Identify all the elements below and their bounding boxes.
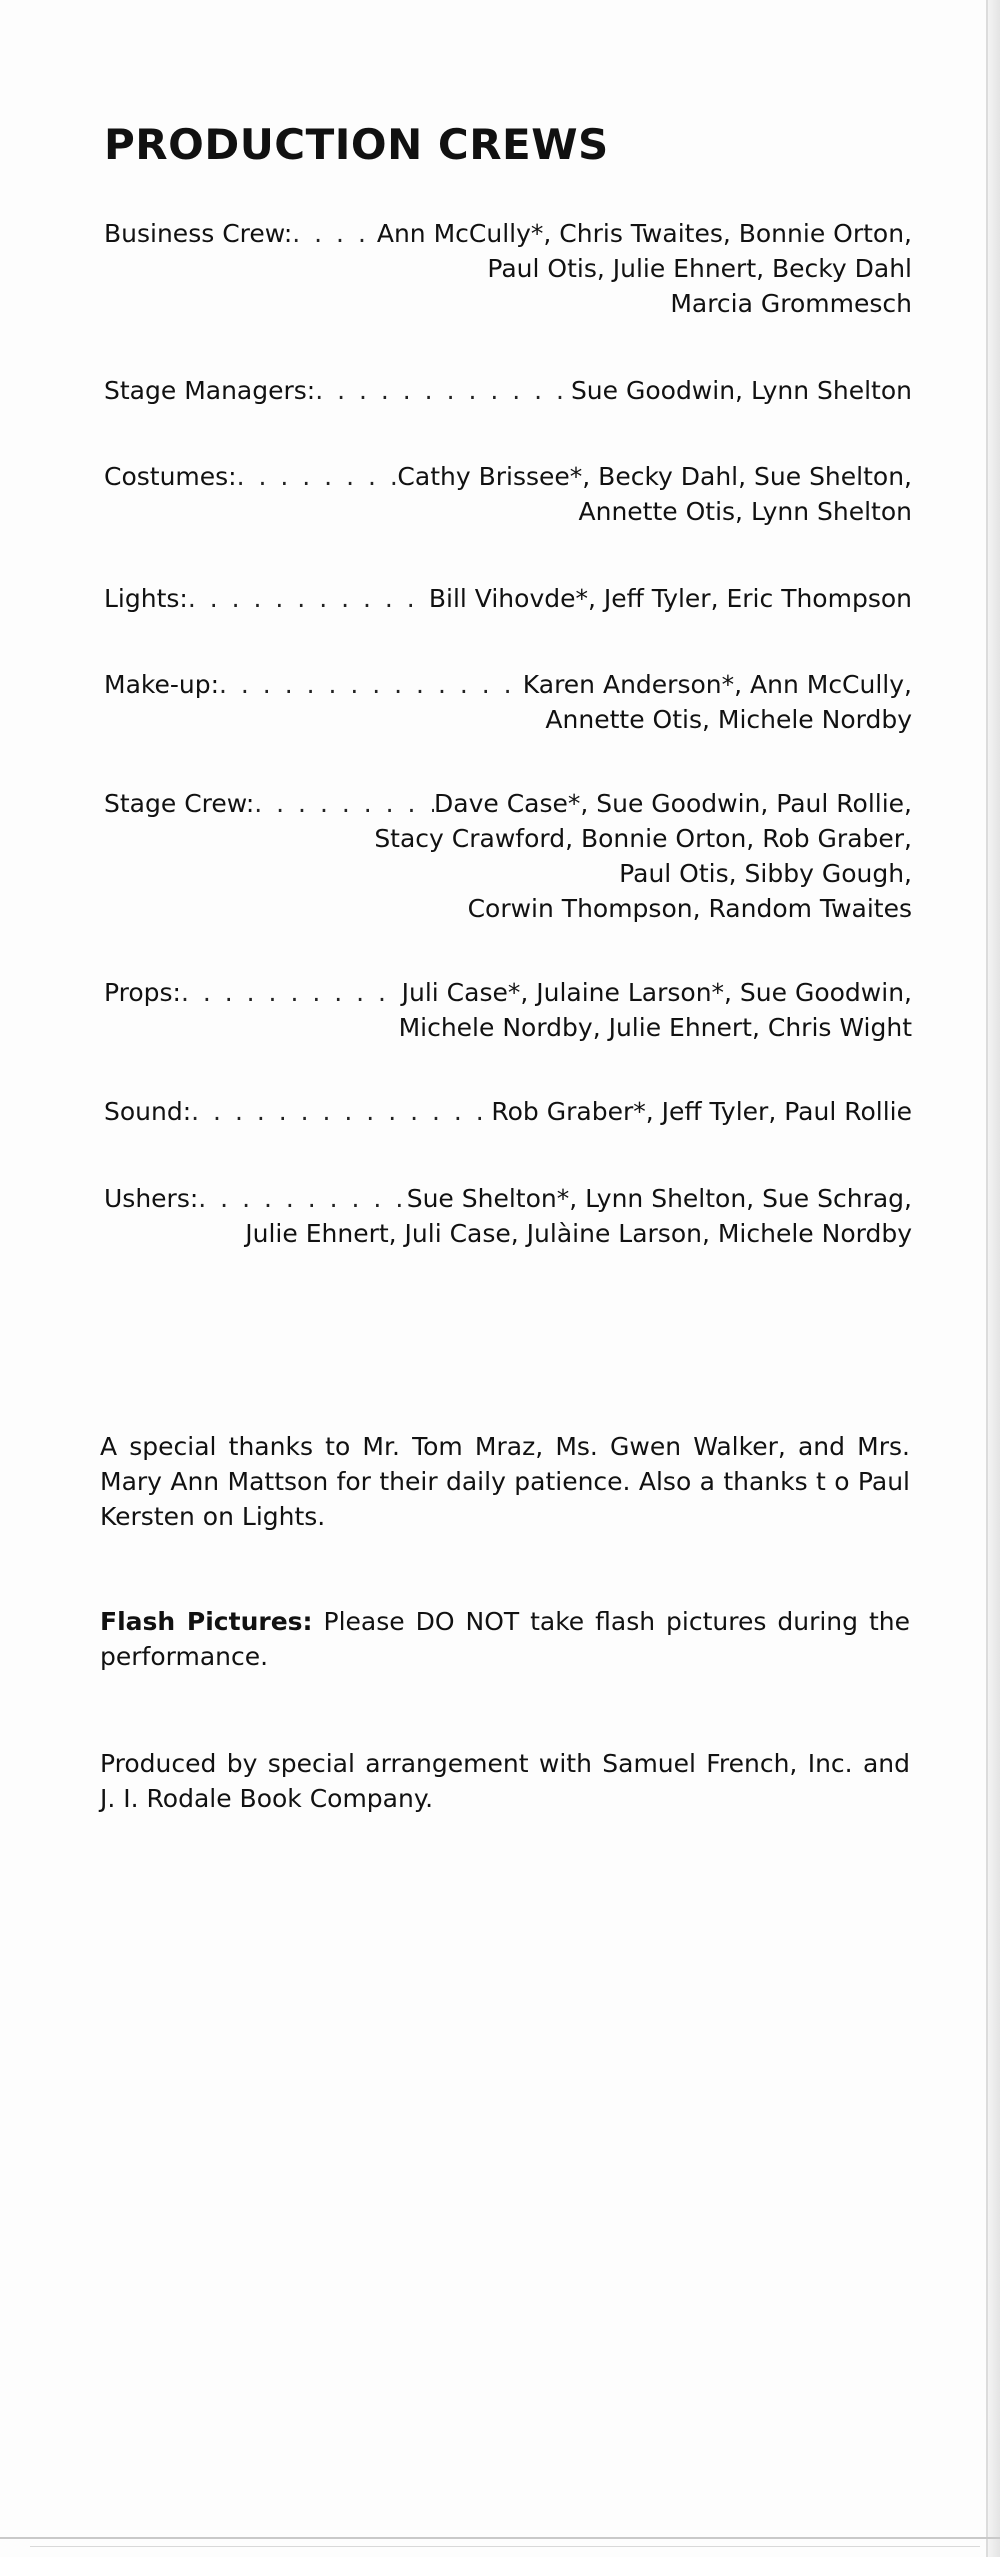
crew-make-up bbox=[104, 667, 912, 737]
crew-names-cont: Julie Ehnert, Juli Case, Julàine Larson, Michele Nordby bbox=[245, 1219, 912, 1248]
crew-names: Dave Case*, Sue Goodwin, Paul Rollie, bbox=[434, 789, 912, 818]
crew-label: Props: bbox=[104, 978, 181, 1007]
crew-props bbox=[104, 975, 912, 1045]
crew-label: Stage Crew: bbox=[104, 789, 255, 818]
crew-stage-crew bbox=[104, 786, 912, 926]
crew-names-cont: Annette Otis, Lynn Shelton bbox=[578, 497, 912, 526]
crew-names: Cathy Brissee*, Becky Dahl, Sue Shelton, bbox=[397, 462, 912, 491]
crew-names-cont: Paul Otis, Sibby Gough, bbox=[619, 859, 912, 888]
leader-dots bbox=[219, 667, 523, 702]
produced-by-paragraph: Produced by special arrangement with Samuel French, Inc. and J. I. Rodale Book Company. bbox=[100, 1749, 910, 1813]
leader-dots bbox=[254, 786, 434, 821]
crew-label: Costumes: bbox=[104, 462, 237, 491]
crew-names: Sue Shelton*, Lynn Shelton, Sue Schrag, bbox=[406, 1184, 912, 1213]
flash-text: Please DO NOT take flash pictures during the performance. bbox=[100, 1607, 910, 1671]
leader-dots bbox=[315, 373, 571, 408]
crew-names: Karen Anderson*, Ann McCully, bbox=[522, 670, 912, 699]
crew-names-cont: Paul Otis, Julie Ehnert, Becky Dahl bbox=[487, 254, 912, 283]
leader-dots bbox=[191, 1094, 491, 1129]
crew-label: Make-up: bbox=[104, 670, 220, 699]
crew-label: Business Crew: bbox=[104, 219, 293, 248]
bottom-rule-secondary bbox=[30, 2546, 980, 2547]
crew-sound bbox=[104, 1094, 912, 1129]
crew-names-cont: Michele Nordby, Julie Ehnert, Chris Wight bbox=[398, 1013, 912, 1042]
page-edge-line bbox=[986, 0, 988, 2557]
leader-dots bbox=[188, 581, 429, 616]
flash-notice bbox=[100, 1604, 910, 1674]
crew-costumes bbox=[104, 459, 912, 529]
crew-lights bbox=[104, 581, 912, 616]
crew-names-cont: Stacy Crawford, Bonnie Orton, Rob Graber, bbox=[374, 824, 912, 853]
thanks-paragraph: A special thanks to Mr. Tom Mraz, Ms. Gwen Walker, and Mrs. Mary Ann Mattson for their daily patience. Also a thanks t o Paul Kersten on Lights. bbox=[100, 1432, 910, 1531]
leader-dots bbox=[237, 459, 398, 494]
crew-ushers bbox=[104, 1181, 912, 1251]
leader-dots bbox=[292, 216, 377, 251]
leader-dots bbox=[181, 975, 402, 1010]
page-edge bbox=[986, 0, 1000, 2557]
bottom-rule bbox=[0, 2537, 1000, 2539]
flash-label: Flash Pictures: bbox=[100, 1607, 313, 1636]
crew-names-cont: Marcia Grommesch bbox=[670, 289, 912, 318]
crew-label: Ushers: bbox=[104, 1184, 199, 1213]
crew-names-cont: Annette Otis, Michele Nordby bbox=[545, 705, 912, 734]
crew-names: Sue Goodwin, Lynn Shelton bbox=[570, 376, 912, 405]
page-title: PRODUCTION CREWS bbox=[104, 120, 609, 169]
crew-label: Lights: bbox=[104, 584, 188, 613]
crew-business bbox=[104, 216, 912, 321]
crew-names: Bill Vihovde*, Jeff Tyler, Eric Thompson bbox=[428, 584, 912, 613]
crew-label: Stage Managers: bbox=[104, 376, 316, 405]
crew-stage-managers bbox=[104, 373, 912, 408]
leader-dots bbox=[198, 1181, 406, 1216]
crew-names: Ann McCully*, Chris Twaites, Bonnie Orton, bbox=[376, 219, 912, 248]
crew-names-cont: Corwin Thompson, Random Twaites bbox=[467, 894, 912, 923]
crew-names: Juli Case*, Julaine Larson*, Sue Goodwin, bbox=[401, 978, 912, 1007]
crew-names: Rob Graber*, Jeff Tyler, Paul Rollie bbox=[491, 1097, 912, 1126]
crew-label: Sound: bbox=[104, 1097, 192, 1126]
